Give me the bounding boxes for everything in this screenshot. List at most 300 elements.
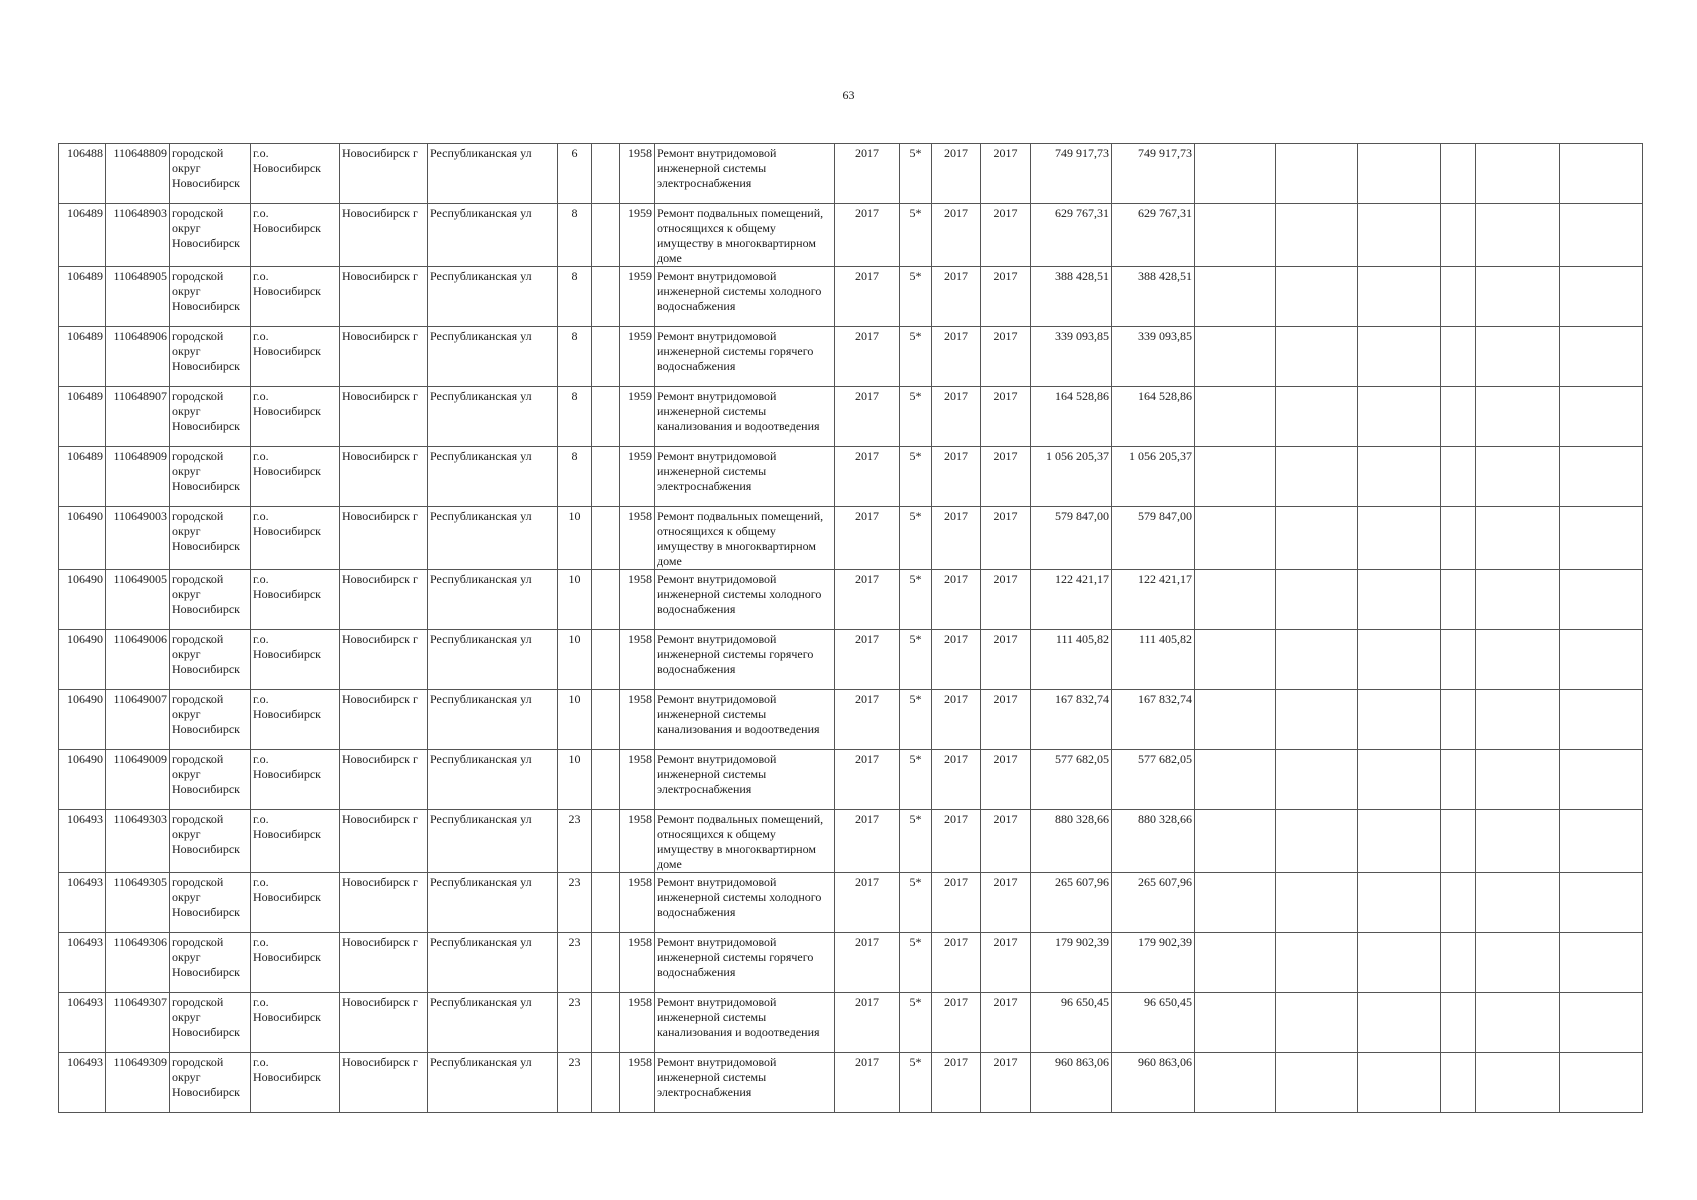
cell-build-year: 1958 bbox=[620, 933, 655, 993]
cell-cost-fund: 960 863,06 bbox=[1112, 1053, 1195, 1113]
cell-cost-total: 122 421,17 bbox=[1031, 570, 1112, 630]
cell-street: Республиканская ул bbox=[428, 933, 558, 993]
cell-work-id: 110648903 bbox=[106, 204, 170, 267]
cell-municipality: городской округ Новосибирск bbox=[170, 204, 251, 267]
cell-extra-3 bbox=[1358, 327, 1441, 387]
cell-cost-total: 880 328,66 bbox=[1031, 810, 1112, 873]
cell-extra-3 bbox=[1358, 690, 1441, 750]
cell-extra-4 bbox=[1441, 507, 1476, 570]
cell-cost-fund: 339 093,85 bbox=[1112, 327, 1195, 387]
cell-cost-total: 164 528,86 bbox=[1031, 387, 1112, 447]
cell-build-year: 1958 bbox=[620, 570, 655, 630]
cell-corpus bbox=[592, 144, 620, 204]
cell-cost-fund: 122 421,17 bbox=[1112, 570, 1195, 630]
cell-plan-year: 2017 bbox=[835, 267, 900, 327]
cell-build-year: 1958 bbox=[620, 810, 655, 873]
cell-extra-2 bbox=[1276, 204, 1358, 267]
cell-extra-4 bbox=[1441, 447, 1476, 507]
cell-extra-6 bbox=[1560, 1053, 1643, 1113]
cell-work-id: 110649006 bbox=[106, 630, 170, 690]
cell-plan-year: 2017 bbox=[835, 387, 900, 447]
cell-cost-fund: 265 607,96 bbox=[1112, 873, 1195, 933]
cell-end-year: 2017 bbox=[981, 933, 1031, 993]
cell-record-id: 106489 bbox=[59, 387, 106, 447]
cell-record-id: 106489 bbox=[59, 447, 106, 507]
cell-corpus bbox=[592, 933, 620, 993]
cell-street: Республиканская ул bbox=[428, 507, 558, 570]
cell-extra-1 bbox=[1195, 630, 1276, 690]
cell-extra-4 bbox=[1441, 933, 1476, 993]
cell-end-year: 2017 bbox=[981, 387, 1031, 447]
cell-record-id: 106493 bbox=[59, 1053, 106, 1113]
cell-build-year: 1958 bbox=[620, 630, 655, 690]
cell-plan-year: 2017 bbox=[835, 750, 900, 810]
cell-cost-total: 96 650,45 bbox=[1031, 993, 1112, 1053]
cell-plan-year: 2017 bbox=[835, 204, 900, 267]
cell-start-year: 2017 bbox=[932, 204, 981, 267]
cell-cost-total: 179 902,39 bbox=[1031, 933, 1112, 993]
cell-work-id: 110649305 bbox=[106, 873, 170, 933]
cell-work-type: Ремонт внутридомовой инженерной системы горячего водоснабжения bbox=[655, 630, 835, 690]
cell-end-year: 2017 bbox=[981, 690, 1031, 750]
cell-extra-1 bbox=[1195, 327, 1276, 387]
cell-extra-6 bbox=[1560, 630, 1643, 690]
cell-settlement: г.о. Новосибирск bbox=[251, 387, 340, 447]
cell-build-year: 1958 bbox=[620, 750, 655, 810]
table-row bbox=[59, 507, 1643, 570]
cell-category: 5* bbox=[900, 933, 932, 993]
cell-extra-6 bbox=[1560, 267, 1643, 327]
cell-build-year: 1958 bbox=[620, 690, 655, 750]
cell-build-year: 1959 bbox=[620, 447, 655, 507]
cell-work-type: Ремонт внутридомовой инженерной системы канализования и водоотведения bbox=[655, 387, 835, 447]
cell-settlement: г.о. Новосибирск bbox=[251, 810, 340, 873]
cell-extra-2 bbox=[1276, 387, 1358, 447]
cell-extra-3 bbox=[1358, 1053, 1441, 1113]
cell-work-type: Ремонт внутридомовой инженерной системы электроснабжения bbox=[655, 750, 835, 810]
cell-build-year: 1958 bbox=[620, 1053, 655, 1113]
cell-corpus bbox=[592, 630, 620, 690]
cell-corpus bbox=[592, 267, 620, 327]
cell-house-number: 8 bbox=[558, 267, 592, 327]
cell-record-id: 106490 bbox=[59, 570, 106, 630]
cell-cost-total: 111 405,82 bbox=[1031, 630, 1112, 690]
cell-start-year: 2017 bbox=[932, 144, 981, 204]
cell-work-type: Ремонт внутридомовой инженерной системы холодного водоснабжения bbox=[655, 267, 835, 327]
cell-extra-1 bbox=[1195, 204, 1276, 267]
cell-category: 5* bbox=[900, 873, 932, 933]
cell-record-id: 106489 bbox=[59, 267, 106, 327]
cell-work-id: 110649005 bbox=[106, 570, 170, 630]
cell-start-year: 2017 bbox=[932, 447, 981, 507]
table-row bbox=[59, 267, 1643, 327]
cell-end-year: 2017 bbox=[981, 267, 1031, 327]
cell-extra-6 bbox=[1560, 204, 1643, 267]
cell-municipality: городской округ Новосибирск bbox=[170, 387, 251, 447]
cell-extra-1 bbox=[1195, 387, 1276, 447]
cell-category: 5* bbox=[900, 327, 932, 387]
cell-plan-year: 2017 bbox=[835, 873, 900, 933]
cell-municipality: городской округ Новосибирск bbox=[170, 690, 251, 750]
cell-record-id: 106493 bbox=[59, 873, 106, 933]
cell-corpus bbox=[592, 387, 620, 447]
cell-extra-5 bbox=[1476, 873, 1560, 933]
cell-extra-1 bbox=[1195, 507, 1276, 570]
cell-corpus bbox=[592, 810, 620, 873]
table-row bbox=[59, 750, 1643, 810]
cell-municipality: городской округ Новосибирск bbox=[170, 1053, 251, 1113]
cell-work-id: 110649307 bbox=[106, 993, 170, 1053]
cell-extra-4 bbox=[1441, 267, 1476, 327]
cell-extra-4 bbox=[1441, 690, 1476, 750]
table-row bbox=[59, 204, 1643, 267]
cell-extra-2 bbox=[1276, 810, 1358, 873]
cell-extra-6 bbox=[1560, 507, 1643, 570]
cell-extra-4 bbox=[1441, 810, 1476, 873]
table-row bbox=[59, 993, 1643, 1053]
cell-extra-2 bbox=[1276, 630, 1358, 690]
cell-extra-5 bbox=[1476, 327, 1560, 387]
cell-build-year: 1958 bbox=[620, 144, 655, 204]
cell-street: Республиканская ул bbox=[428, 447, 558, 507]
cell-street: Республиканская ул bbox=[428, 144, 558, 204]
cell-work-id: 110648907 bbox=[106, 387, 170, 447]
cell-house-number: 6 bbox=[558, 144, 592, 204]
cell-municipality: городской округ Новосибирск bbox=[170, 447, 251, 507]
cell-settlement: г.о. Новосибирск bbox=[251, 204, 340, 267]
cell-house-number: 23 bbox=[558, 993, 592, 1053]
cell-category: 5* bbox=[900, 204, 932, 267]
cell-extra-5 bbox=[1476, 933, 1560, 993]
cell-work-type: Ремонт внутридомовой инженерной системы горячего водоснабжения bbox=[655, 933, 835, 993]
table-row bbox=[59, 630, 1643, 690]
cell-settlement: г.о. Новосибирск bbox=[251, 873, 340, 933]
cell-end-year: 2017 bbox=[981, 810, 1031, 873]
cell-start-year: 2017 bbox=[932, 993, 981, 1053]
cell-extra-3 bbox=[1358, 144, 1441, 204]
cell-house-number: 10 bbox=[558, 507, 592, 570]
cell-end-year: 2017 bbox=[981, 993, 1031, 1053]
cell-extra-6 bbox=[1560, 873, 1643, 933]
cell-corpus bbox=[592, 327, 620, 387]
cell-street: Республиканская ул bbox=[428, 750, 558, 810]
cell-start-year: 2017 bbox=[932, 507, 981, 570]
cell-plan-year: 2017 bbox=[835, 327, 900, 387]
cell-extra-5 bbox=[1476, 1053, 1560, 1113]
cell-city: Новосибирск г bbox=[340, 144, 428, 204]
table-row bbox=[59, 327, 1643, 387]
cell-settlement: г.о. Новосибирск bbox=[251, 447, 340, 507]
cell-plan-year: 2017 bbox=[835, 507, 900, 570]
cell-extra-3 bbox=[1358, 993, 1441, 1053]
cell-city: Новосибирск г bbox=[340, 387, 428, 447]
table-row bbox=[59, 690, 1643, 750]
cell-house-number: 10 bbox=[558, 570, 592, 630]
cell-work-id: 110648906 bbox=[106, 327, 170, 387]
cell-category: 5* bbox=[900, 630, 932, 690]
cell-end-year: 2017 bbox=[981, 1053, 1031, 1113]
cell-start-year: 2017 bbox=[932, 570, 981, 630]
table-row bbox=[59, 144, 1643, 204]
cell-plan-year: 2017 bbox=[835, 570, 900, 630]
cell-extra-3 bbox=[1358, 447, 1441, 507]
cell-settlement: г.о. Новосибирск bbox=[251, 933, 340, 993]
cell-house-number: 23 bbox=[558, 933, 592, 993]
table-row bbox=[59, 387, 1643, 447]
cell-house-number: 10 bbox=[558, 690, 592, 750]
cell-settlement: г.о. Новосибирск bbox=[251, 144, 340, 204]
cell-extra-6 bbox=[1560, 690, 1643, 750]
cell-category: 5* bbox=[900, 690, 932, 750]
cell-extra-6 bbox=[1560, 447, 1643, 507]
cell-record-id: 106493 bbox=[59, 933, 106, 993]
cell-plan-year: 2017 bbox=[835, 933, 900, 993]
cell-cost-total: 577 682,05 bbox=[1031, 750, 1112, 810]
cell-cost-total: 339 093,85 bbox=[1031, 327, 1112, 387]
cell-municipality: городской округ Новосибирск bbox=[170, 750, 251, 810]
cell-city: Новосибирск г bbox=[340, 570, 428, 630]
cell-start-year: 2017 bbox=[932, 750, 981, 810]
cell-settlement: г.о. Новосибирск bbox=[251, 993, 340, 1053]
cell-settlement: г.о. Новосибирск bbox=[251, 690, 340, 750]
cell-extra-1 bbox=[1195, 1053, 1276, 1113]
cell-house-number: 10 bbox=[558, 750, 592, 810]
cell-build-year: 1958 bbox=[620, 507, 655, 570]
cell-corpus bbox=[592, 993, 620, 1053]
cell-extra-3 bbox=[1358, 267, 1441, 327]
cell-extra-1 bbox=[1195, 810, 1276, 873]
cell-extra-2 bbox=[1276, 690, 1358, 750]
cell-work-id: 110649306 bbox=[106, 933, 170, 993]
cell-extra-5 bbox=[1476, 810, 1560, 873]
cell-extra-1 bbox=[1195, 750, 1276, 810]
cell-extra-2 bbox=[1276, 933, 1358, 993]
cell-extra-5 bbox=[1476, 447, 1560, 507]
cell-extra-6 bbox=[1560, 327, 1643, 387]
cell-extra-1 bbox=[1195, 447, 1276, 507]
cell-extra-5 bbox=[1476, 144, 1560, 204]
cell-category: 5* bbox=[900, 810, 932, 873]
cell-build-year: 1959 bbox=[620, 267, 655, 327]
table-body bbox=[59, 144, 1643, 1113]
cell-extra-1 bbox=[1195, 570, 1276, 630]
page-number: 63 bbox=[842, 88, 855, 102]
cell-plan-year: 2017 bbox=[835, 1053, 900, 1113]
cell-work-id: 110648905 bbox=[106, 267, 170, 327]
cell-work-type: Ремонт подвальных помещений, относящихся к общему имуществу в многоквартирном доме bbox=[655, 204, 835, 267]
cell-extra-6 bbox=[1560, 570, 1643, 630]
cell-city: Новосибирск г bbox=[340, 810, 428, 873]
cell-work-id: 110649007 bbox=[106, 690, 170, 750]
cell-extra-4 bbox=[1441, 993, 1476, 1053]
cell-category: 5* bbox=[900, 993, 932, 1053]
cell-work-id: 110648909 bbox=[106, 447, 170, 507]
cell-street: Республиканская ул bbox=[428, 267, 558, 327]
cell-work-type: Ремонт подвальных помещений, относящихся к общему имуществу в многоквартирном доме bbox=[655, 507, 835, 570]
cell-cost-fund: 579 847,00 bbox=[1112, 507, 1195, 570]
cell-corpus bbox=[592, 750, 620, 810]
cell-cost-total: 265 607,96 bbox=[1031, 873, 1112, 933]
cell-house-number: 23 bbox=[558, 873, 592, 933]
cell-house-number: 10 bbox=[558, 630, 592, 690]
cell-corpus bbox=[592, 204, 620, 267]
cell-extra-3 bbox=[1358, 630, 1441, 690]
cell-house-number: 8 bbox=[558, 204, 592, 267]
cell-city: Новосибирск г bbox=[340, 690, 428, 750]
cell-settlement: г.о. Новосибирск bbox=[251, 1053, 340, 1113]
cell-work-type: Ремонт внутридомовой инженерной системы горячего водоснабжения bbox=[655, 327, 835, 387]
cell-corpus bbox=[592, 873, 620, 933]
cell-end-year: 2017 bbox=[981, 570, 1031, 630]
cell-city: Новосибирск г bbox=[340, 447, 428, 507]
cell-work-type: Ремонт внутридомовой инженерной системы электроснабжения bbox=[655, 144, 835, 204]
table-row bbox=[59, 447, 1643, 507]
cell-end-year: 2017 bbox=[981, 750, 1031, 810]
cell-start-year: 2017 bbox=[932, 810, 981, 873]
cell-extra-2 bbox=[1276, 144, 1358, 204]
cell-work-id: 110649309 bbox=[106, 1053, 170, 1113]
cell-work-type: Ремонт подвальных помещений, относящихся к общему имуществу в многоквартирном доме bbox=[655, 810, 835, 873]
cell-category: 5* bbox=[900, 387, 932, 447]
cell-municipality: городской округ Новосибирск bbox=[170, 933, 251, 993]
cell-extra-3 bbox=[1358, 750, 1441, 810]
cell-extra-6 bbox=[1560, 144, 1643, 204]
cell-record-id: 106490 bbox=[59, 630, 106, 690]
cell-cost-fund: 577 682,05 bbox=[1112, 750, 1195, 810]
cell-city: Новосибирск г bbox=[340, 1053, 428, 1113]
cell-cost-total: 388 428,51 bbox=[1031, 267, 1112, 327]
cell-extra-3 bbox=[1358, 387, 1441, 447]
cell-extra-4 bbox=[1441, 570, 1476, 630]
cell-plan-year: 2017 bbox=[835, 144, 900, 204]
cell-street: Республиканская ул bbox=[428, 570, 558, 630]
work-registry-table bbox=[58, 143, 1643, 1113]
cell-extra-5 bbox=[1476, 750, 1560, 810]
cell-build-year: 1959 bbox=[620, 204, 655, 267]
cell-build-year: 1958 bbox=[620, 993, 655, 1053]
cell-work-type: Ремонт внутридомовой инженерной системы холодного водоснабжения bbox=[655, 873, 835, 933]
table-row bbox=[59, 1053, 1643, 1113]
cell-extra-2 bbox=[1276, 327, 1358, 387]
cell-record-id: 106490 bbox=[59, 690, 106, 750]
cell-extra-2 bbox=[1276, 750, 1358, 810]
cell-extra-3 bbox=[1358, 873, 1441, 933]
cell-city: Новосибирск г bbox=[340, 507, 428, 570]
cell-city: Новосибирск г bbox=[340, 750, 428, 810]
cell-extra-5 bbox=[1476, 993, 1560, 1053]
cell-extra-4 bbox=[1441, 630, 1476, 690]
cell-record-id: 106488 bbox=[59, 144, 106, 204]
cell-extra-6 bbox=[1560, 933, 1643, 993]
cell-extra-1 bbox=[1195, 144, 1276, 204]
cell-extra-1 bbox=[1195, 690, 1276, 750]
cell-cost-fund: 96 650,45 bbox=[1112, 993, 1195, 1053]
cell-cost-fund: 167 832,74 bbox=[1112, 690, 1195, 750]
cell-extra-6 bbox=[1560, 750, 1643, 810]
cell-cost-total: 167 832,74 bbox=[1031, 690, 1112, 750]
cell-municipality: городской округ Новосибирск bbox=[170, 873, 251, 933]
cell-extra-6 bbox=[1560, 810, 1643, 873]
cell-build-year: 1959 bbox=[620, 327, 655, 387]
cell-extra-4 bbox=[1441, 750, 1476, 810]
cell-extra-5 bbox=[1476, 387, 1560, 447]
cell-corpus bbox=[592, 690, 620, 750]
cell-end-year: 2017 bbox=[981, 327, 1031, 387]
cell-work-id: 110649303 bbox=[106, 810, 170, 873]
table-row bbox=[59, 933, 1643, 993]
cell-city: Новосибирск г bbox=[340, 630, 428, 690]
cell-city: Новосибирск г bbox=[340, 873, 428, 933]
cell-corpus bbox=[592, 570, 620, 630]
cell-end-year: 2017 bbox=[981, 144, 1031, 204]
cell-category: 5* bbox=[900, 570, 932, 630]
cell-category: 5* bbox=[900, 1053, 932, 1113]
cell-street: Республиканская ул bbox=[428, 204, 558, 267]
cell-cost-fund: 164 528,86 bbox=[1112, 387, 1195, 447]
cell-record-id: 106489 bbox=[59, 327, 106, 387]
cell-cost-total: 579 847,00 bbox=[1031, 507, 1112, 570]
cell-extra-3 bbox=[1358, 810, 1441, 873]
cell-street: Республиканская ул bbox=[428, 810, 558, 873]
cell-cost-total: 749 917,73 bbox=[1031, 144, 1112, 204]
cell-extra-5 bbox=[1476, 570, 1560, 630]
cell-extra-4 bbox=[1441, 387, 1476, 447]
cell-category: 5* bbox=[900, 507, 932, 570]
cell-category: 5* bbox=[900, 447, 932, 507]
cell-plan-year: 2017 bbox=[835, 630, 900, 690]
cell-extra-2 bbox=[1276, 993, 1358, 1053]
cell-house-number: 8 bbox=[558, 387, 592, 447]
cell-cost-total: 1 056 205,37 bbox=[1031, 447, 1112, 507]
cell-end-year: 2017 bbox=[981, 204, 1031, 267]
cell-end-year: 2017 bbox=[981, 447, 1031, 507]
cell-category: 5* bbox=[900, 267, 932, 327]
cell-extra-3 bbox=[1358, 507, 1441, 570]
cell-municipality: городской округ Новосибирск bbox=[170, 267, 251, 327]
cell-municipality: городской округ Новосибирск bbox=[170, 327, 251, 387]
cell-category: 5* bbox=[900, 144, 932, 204]
cell-extra-2 bbox=[1276, 267, 1358, 327]
cell-work-id: 110648809 bbox=[106, 144, 170, 204]
cell-street: Республиканская ул bbox=[428, 993, 558, 1053]
cell-city: Новосибирск г bbox=[340, 993, 428, 1053]
cell-start-year: 2017 bbox=[932, 690, 981, 750]
cell-extra-2 bbox=[1276, 447, 1358, 507]
cell-municipality: городской округ Новосибирск bbox=[170, 570, 251, 630]
cell-record-id: 106490 bbox=[59, 507, 106, 570]
cell-corpus bbox=[592, 507, 620, 570]
cell-extra-4 bbox=[1441, 204, 1476, 267]
cell-work-type: Ремонт внутридомовой инженерной системы канализования и водоотведения bbox=[655, 993, 835, 1053]
cell-work-id: 110649003 bbox=[106, 507, 170, 570]
cell-build-year: 1958 bbox=[620, 873, 655, 933]
cell-work-type: Ремонт внутридомовой инженерной системы электроснабжения bbox=[655, 1053, 835, 1113]
cell-extra-5 bbox=[1476, 630, 1560, 690]
cell-extra-1 bbox=[1195, 873, 1276, 933]
cell-start-year: 2017 bbox=[932, 630, 981, 690]
cell-extra-1 bbox=[1195, 933, 1276, 993]
cell-house-number: 23 bbox=[558, 810, 592, 873]
cell-cost-fund: 111 405,82 bbox=[1112, 630, 1195, 690]
cell-extra-6 bbox=[1560, 387, 1643, 447]
cell-extra-5 bbox=[1476, 507, 1560, 570]
table-row bbox=[59, 873, 1643, 933]
cell-extra-4 bbox=[1441, 144, 1476, 204]
cell-house-number: 8 bbox=[558, 447, 592, 507]
cell-extra-4 bbox=[1441, 873, 1476, 933]
cell-extra-5 bbox=[1476, 204, 1560, 267]
cell-work-type: Ремонт внутридомовой инженерной системы холодного водоснабжения bbox=[655, 570, 835, 630]
